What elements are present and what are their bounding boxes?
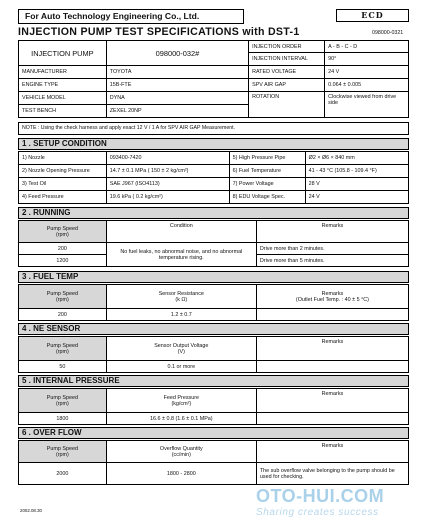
rated-voltage-value: 24 V	[325, 66, 409, 79]
setup-label: 4) Feed Pressure	[19, 191, 107, 204]
remark-value	[256, 309, 408, 321]
condition-header: Condition	[106, 221, 256, 243]
pump-speed-value: 1200	[19, 255, 107, 267]
sensor-resistance-header: Sensor Resistance (k Ω)	[106, 285, 256, 309]
page-title: INJECTION PUMP TEST SPECIFICATIONS with DST-1	[18, 26, 300, 38]
rotation-label: ROTATION	[249, 92, 325, 118]
table-row	[19, 152, 409, 165]
table-row	[19, 165, 409, 178]
setup-label: 8) EDU Voltage Spec.	[229, 191, 305, 204]
section-setup-title: 1 . SETUP CONDITION	[18, 138, 409, 150]
section-running-title: 2 . RUNNING	[18, 207, 409, 219]
remarks-header: Remarks	[256, 441, 408, 463]
setup-table	[18, 151, 409, 204]
setup-label: 6) Fuel Temperature	[229, 165, 305, 178]
test-bench-label: TEST BENCH	[19, 105, 107, 118]
document-number: 098000-0321	[372, 30, 404, 36]
remarks-header: Remarks	[256, 221, 408, 243]
watermark-tagline: Sharing creates success	[256, 507, 379, 518]
sensor-resistance-value: 1.2 ± 0.7	[106, 309, 256, 321]
manufacturer-label: MANUFACTURER	[19, 66, 107, 79]
pump-speed-header: Pump Speed (rpm)	[19, 221, 107, 243]
pump-speed-header: Pump Speed (rpm)	[19, 285, 107, 309]
section-overflow-title: 6 . OVER FLOW	[18, 427, 409, 439]
pump-speed-header: Pump Speed (rpm)	[19, 337, 107, 361]
test-bench-value: ZEXEL 20NP	[106, 105, 248, 118]
sensor-output-header: Sensor Output Voltage (V)	[106, 337, 256, 361]
pump-speed-value: 50	[19, 361, 107, 373]
remarks-header: Remarks (Outlet Fuel Temp. : 40 ± 5 °C)	[256, 285, 408, 309]
injection-interval-label: INJECTION INTERVAL	[249, 53, 325, 66]
setup-label: 1) Nozzle	[19, 152, 107, 165]
table-row	[19, 191, 409, 204]
sensor-output-value: 0.1 or more	[106, 361, 256, 373]
feed-pressure-value: 16.6 ± 0.8 (1.6 ± 0.1 MPa)	[106, 413, 256, 425]
ne-sensor-table	[18, 336, 409, 373]
setup-value: 14.7 ± 0.1 MPa ( 150 ± 2 kg/cm²)	[106, 165, 229, 178]
setup-value: Ø2 × Ø6 × 840 mm	[305, 152, 408, 165]
table-row	[19, 463, 409, 485]
remark-value	[256, 413, 408, 425]
fuel-temp-table	[18, 284, 409, 321]
overflow-table	[18, 440, 409, 485]
manufacturer-value: TOYOTA	[106, 66, 248, 79]
pump-speed-header: Pump Speed (rpm)	[19, 441, 107, 463]
setup-label: 5) High Pressure Pipe	[229, 152, 305, 165]
setup-label: 2) Nozzle Opening Pressure	[19, 165, 107, 178]
company-name: For Auto Technology Engineering Co., Ltd.	[18, 9, 244, 24]
pump-speed-value: 1800	[19, 413, 107, 425]
remark-value: Drive more than 2 minutes.	[256, 243, 408, 255]
table-row	[19, 178, 409, 191]
internal-pressure-table	[18, 388, 409, 425]
watermark-logo: OTO-HUI.COM	[256, 486, 385, 506]
engine-type-value: 15B-FTE	[106, 79, 248, 92]
setup-label: 7) Power Voltage	[229, 178, 305, 191]
rated-voltage-label: RATED VOLTAGE	[249, 66, 325, 79]
setup-value: 41 - 43 °C (105.8 - 109.4 °F)	[305, 165, 408, 178]
section-internal-pressure-title: 5 . INTERNAL PRESSURE	[18, 375, 409, 387]
spv-gap-note: NOTE : Using the check harness and apply exact 12 V / 1 A for SPV AIR GAP Measurement.	[18, 122, 409, 135]
document-date: 2002.08.30	[20, 508, 42, 513]
spv-air-gap-value: 0.064 ± 0.005	[325, 79, 409, 92]
setup-value: 24 V	[305, 191, 408, 204]
pump-speed-value: 200	[19, 309, 107, 321]
setup-value: 093400-7420	[106, 152, 229, 165]
table-row	[19, 413, 409, 425]
remark-value: The sub overflow valve belonging to the pump should be used for checking.	[256, 463, 408, 485]
setup-value: 19.6 kPa ( 0.2 kg/cm²)	[106, 191, 229, 204]
vehicle-model-value: DYNA	[106, 92, 248, 105]
remarks-header: Remarks	[256, 337, 408, 361]
injection-pump-label: INJECTION PUMP	[19, 41, 107, 66]
ecd-logo: ECD	[336, 9, 409, 22]
feed-pressure-header: Feed Pressure (kg/cm²)	[106, 389, 256, 413]
overflow-quantity-value: 1800 - 2800	[106, 463, 256, 485]
section-fuel-temp-title: 3 . FUEL TEMP	[18, 271, 409, 283]
table-row	[19, 361, 409, 373]
setup-label: 3) Test Oil	[19, 178, 107, 191]
section-ne-sensor-title: 4 . NE SENSOR	[18, 323, 409, 335]
remark-value: Drive more than 5 minutes.	[256, 255, 408, 267]
setup-value: SAE J967 (ISO4113)	[106, 178, 229, 191]
injection-order-label: INJECTION ORDER	[249, 41, 325, 53]
vehicle-model-label: VEHICLE MODEL	[19, 92, 107, 105]
remark-value	[256, 361, 408, 373]
pump-speed-value: 2000	[19, 463, 107, 485]
table-row	[19, 309, 409, 321]
remarks-header: Remarks	[256, 389, 408, 413]
rotation-value: Clockwise viewed from drive side	[325, 92, 409, 118]
setup-value: 28 V	[305, 178, 408, 191]
pump-info-table	[18, 40, 409, 118]
injection-order-value: A - B - C - D	[325, 41, 409, 53]
injection-pump-value: 098000-032#	[106, 41, 248, 66]
engine-type-label: ENGINE TYPE	[19, 79, 107, 92]
overflow-quantity-header: Overflow Quantity (cc/min)	[106, 441, 256, 463]
injection-interval-value: 90°	[325, 53, 409, 66]
running-table	[18, 220, 409, 267]
table-row	[19, 243, 409, 255]
pump-speed-header: Pump Speed (rpm)	[19, 389, 107, 413]
running-condition: No fuel leaks, no abnormal noise, and no abnormal temperature rising.	[106, 243, 256, 267]
pump-speed-value: 200	[19, 243, 107, 255]
spv-air-gap-label: SPV AIR GAP	[249, 79, 325, 92]
